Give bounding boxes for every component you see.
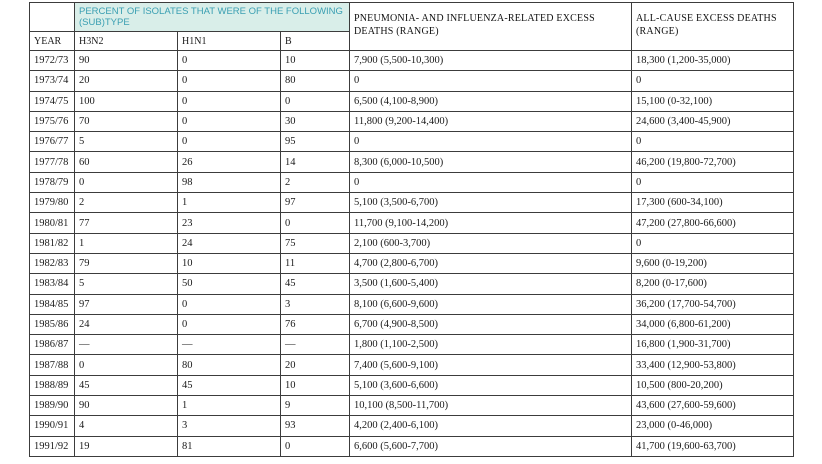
all-cause-cell: 0 bbox=[632, 132, 794, 152]
year-cell: 1977/78 bbox=[30, 152, 75, 172]
pi-excess-cell: 7,900 (5,500-10,300) bbox=[350, 51, 632, 71]
pi-excess-cell: 4,700 (2,800-6,700) bbox=[350, 253, 632, 273]
year-cell: 1989/90 bbox=[30, 396, 75, 416]
pi-excess-cell: 0 bbox=[350, 172, 632, 192]
pi-excess-cell: 8,100 (6,600-9,600) bbox=[350, 294, 632, 314]
h1n1-cell: 10 bbox=[178, 253, 281, 273]
year-cell: 1987/88 bbox=[30, 355, 75, 375]
h1n1-cell: 0 bbox=[178, 111, 281, 131]
h3n2-cell: 0 bbox=[75, 172, 178, 192]
all-cause-cell: 0 bbox=[632, 71, 794, 91]
b-cell: 80 bbox=[281, 71, 350, 91]
all-cause-cell: 47,200 (27,800-66,600) bbox=[632, 213, 794, 233]
table-row bbox=[30, 152, 794, 172]
h3n2-cell: 5 bbox=[75, 274, 178, 294]
table-row bbox=[30, 416, 794, 436]
table-row bbox=[30, 51, 794, 71]
year-cell: 1973/74 bbox=[30, 71, 75, 91]
h3n2-cell: 19 bbox=[75, 436, 178, 456]
b-cell: 97 bbox=[281, 193, 350, 213]
b-cell: 14 bbox=[281, 152, 350, 172]
pi-excess-cell: 0 bbox=[350, 132, 632, 152]
pi-excess-cell: 8,300 (6,000-10,500) bbox=[350, 152, 632, 172]
pi-excess-cell: 6,600 (5,600-7,700) bbox=[350, 436, 632, 456]
b-cell: 0 bbox=[281, 91, 350, 111]
h1n1-cell: — bbox=[178, 335, 281, 355]
header-h3n2: H3N2 bbox=[75, 32, 178, 51]
table-row bbox=[30, 355, 794, 375]
year-cell: 1985/86 bbox=[30, 314, 75, 334]
header-all-cause-excess-deaths: ALL-CAUSE EXCESS DEATHS (RANGE) bbox=[632, 3, 794, 51]
table-row bbox=[30, 213, 794, 233]
h1n1-cell: 0 bbox=[178, 294, 281, 314]
year-cell: 1983/84 bbox=[30, 274, 75, 294]
year-cell: 1979/80 bbox=[30, 193, 75, 213]
b-cell: 3 bbox=[281, 294, 350, 314]
pi-excess-cell: 6,500 (4,100-8,900) bbox=[350, 91, 632, 111]
pi-excess-cell: 0 bbox=[350, 71, 632, 91]
year-cell: 1991/92 bbox=[30, 436, 75, 456]
pi-excess-cell: 10,100 (8,500-11,700) bbox=[350, 396, 632, 416]
h3n2-cell: 97 bbox=[75, 294, 178, 314]
excess-deaths-table bbox=[29, 2, 794, 457]
h3n2-cell: 2 bbox=[75, 193, 178, 213]
all-cause-cell: 0 bbox=[632, 172, 794, 192]
year-cell: 1990/91 bbox=[30, 416, 75, 436]
header-b: B bbox=[281, 32, 350, 51]
table-row bbox=[30, 436, 794, 456]
h3n2-cell: 5 bbox=[75, 132, 178, 152]
year-cell: 1975/76 bbox=[30, 111, 75, 131]
h1n1-cell: 98 bbox=[178, 172, 281, 192]
table-row bbox=[30, 314, 794, 334]
year-cell: 1980/81 bbox=[30, 213, 75, 233]
b-cell: 2 bbox=[281, 172, 350, 192]
h3n2-cell: 90 bbox=[75, 51, 178, 71]
all-cause-cell: 43,600 (27,600-59,600) bbox=[632, 396, 794, 416]
table-row bbox=[30, 111, 794, 131]
pi-excess-cell: 5,100 (3,500-6,700) bbox=[350, 193, 632, 213]
all-cause-cell: 24,600 (3,400-45,900) bbox=[632, 111, 794, 131]
table-row bbox=[30, 274, 794, 294]
b-cell: 30 bbox=[281, 111, 350, 131]
b-cell: 11 bbox=[281, 253, 350, 273]
pi-excess-cell: 2,100 (600-3,700) bbox=[350, 233, 632, 253]
h3n2-cell: 70 bbox=[75, 111, 178, 131]
b-cell: 10 bbox=[281, 51, 350, 71]
h1n1-cell: 1 bbox=[178, 193, 281, 213]
h3n2-cell: 1 bbox=[75, 233, 178, 253]
all-cause-cell: 10,500 (800-20,200) bbox=[632, 375, 794, 395]
b-cell: 0 bbox=[281, 213, 350, 233]
h1n1-cell: 0 bbox=[178, 132, 281, 152]
h3n2-cell: 4 bbox=[75, 416, 178, 436]
h1n1-cell: 45 bbox=[178, 375, 281, 395]
pi-excess-cell: 6,700 (4,900-8,500) bbox=[350, 314, 632, 334]
all-cause-cell: 41,700 (19,600-63,700) bbox=[632, 436, 794, 456]
pi-excess-cell: 5,100 (3,600-6,600) bbox=[350, 375, 632, 395]
h1n1-cell: 0 bbox=[178, 51, 281, 71]
h1n1-cell: 23 bbox=[178, 213, 281, 233]
all-cause-cell: 16,800 (1,900-31,700) bbox=[632, 335, 794, 355]
header-h1n1: H1N1 bbox=[178, 32, 281, 51]
h1n1-cell: 0 bbox=[178, 314, 281, 334]
all-cause-cell: 33,400 (12,900-53,800) bbox=[632, 355, 794, 375]
all-cause-cell: 8,200 (0-17,600) bbox=[632, 274, 794, 294]
h3n2-cell: 20 bbox=[75, 71, 178, 91]
h1n1-cell: 26 bbox=[178, 152, 281, 172]
all-cause-cell: 17,300 (600-34,100) bbox=[632, 193, 794, 213]
h3n2-cell: — bbox=[75, 335, 178, 355]
b-cell: 95 bbox=[281, 132, 350, 152]
table-row bbox=[30, 335, 794, 355]
h3n2-cell: 0 bbox=[75, 355, 178, 375]
table-row bbox=[30, 172, 794, 192]
all-cause-cell: 23,000 (0-46,000) bbox=[632, 416, 794, 436]
h1n1-cell: 24 bbox=[178, 233, 281, 253]
year-cell: 1976/77 bbox=[30, 132, 75, 152]
all-cause-cell: 18,300 (1,200-35,000) bbox=[632, 51, 794, 71]
table-row bbox=[30, 132, 794, 152]
all-cause-cell: 34,000 (6,800-61,200) bbox=[632, 314, 794, 334]
year-cell: 1982/83 bbox=[30, 253, 75, 273]
h1n1-cell: 3 bbox=[178, 416, 281, 436]
all-cause-cell: 9,600 (0-19,200) bbox=[632, 253, 794, 273]
pi-excess-cell: 7,400 (5,600-9,100) bbox=[350, 355, 632, 375]
h1n1-cell: 81 bbox=[178, 436, 281, 456]
h1n1-cell: 1 bbox=[178, 396, 281, 416]
h1n1-cell: 50 bbox=[178, 274, 281, 294]
table-row bbox=[30, 294, 794, 314]
year-cell: 1972/73 bbox=[30, 51, 75, 71]
h3n2-cell: 24 bbox=[75, 314, 178, 334]
table-row bbox=[30, 71, 794, 91]
b-cell: 10 bbox=[281, 375, 350, 395]
all-cause-cell: 0 bbox=[632, 233, 794, 253]
year-cell: 1981/82 bbox=[30, 233, 75, 253]
b-cell: 76 bbox=[281, 314, 350, 334]
header-percent-isolates: PERCENT OF ISOLATES THAT WERE OF THE FOLLOWING (SUB)TYPE bbox=[75, 3, 350, 32]
table-row bbox=[30, 396, 794, 416]
h3n2-cell: 60 bbox=[75, 152, 178, 172]
b-cell: 20 bbox=[281, 355, 350, 375]
h3n2-cell: 90 bbox=[75, 396, 178, 416]
header-year: YEAR bbox=[30, 32, 75, 51]
b-cell: — bbox=[281, 335, 350, 355]
year-cell: 1978/79 bbox=[30, 172, 75, 192]
h3n2-cell: 100 bbox=[75, 91, 178, 111]
pi-excess-cell: 3,500 (1,600-5,400) bbox=[350, 274, 632, 294]
h3n2-cell: 79 bbox=[75, 253, 178, 273]
year-cell: 1984/85 bbox=[30, 294, 75, 314]
b-cell: 0 bbox=[281, 436, 350, 456]
table-row bbox=[30, 375, 794, 395]
table-row bbox=[30, 253, 794, 273]
pi-excess-cell: 1,800 (1,100-2,500) bbox=[350, 335, 632, 355]
excess-deaths-table-container bbox=[29, 2, 793, 457]
year-cell: 1974/75 bbox=[30, 91, 75, 111]
table-row bbox=[30, 233, 794, 253]
h1n1-cell: 80 bbox=[178, 355, 281, 375]
header-pi-excess-deaths: PNEUMONIA- AND INFLUENZA-RELATED EXCESS DEATHS (RANGE) bbox=[350, 3, 632, 51]
header-row-group bbox=[30, 3, 794, 32]
pi-excess-cell: 11,700 (9,100-14,200) bbox=[350, 213, 632, 233]
b-cell: 45 bbox=[281, 274, 350, 294]
h1n1-cell: 0 bbox=[178, 71, 281, 91]
year-cell: 1986/87 bbox=[30, 335, 75, 355]
all-cause-cell: 36,200 (17,700-54,700) bbox=[632, 294, 794, 314]
pi-excess-cell: 11,800 (9,200-14,400) bbox=[350, 111, 632, 131]
table-row bbox=[30, 91, 794, 111]
b-cell: 9 bbox=[281, 396, 350, 416]
h3n2-cell: 45 bbox=[75, 375, 178, 395]
h1n1-cell: 0 bbox=[178, 91, 281, 111]
table-body bbox=[30, 51, 794, 457]
b-cell: 93 bbox=[281, 416, 350, 436]
year-cell: 1988/89 bbox=[30, 375, 75, 395]
table-row bbox=[30, 193, 794, 213]
all-cause-cell: 15,100 (0-32,100) bbox=[632, 91, 794, 111]
b-cell: 75 bbox=[281, 233, 350, 253]
header-corner-cell bbox=[30, 3, 75, 32]
pi-excess-cell: 4,200 (2,400-6,100) bbox=[350, 416, 632, 436]
all-cause-cell: 46,200 (19,800-72,700) bbox=[632, 152, 794, 172]
h3n2-cell: 77 bbox=[75, 213, 178, 233]
